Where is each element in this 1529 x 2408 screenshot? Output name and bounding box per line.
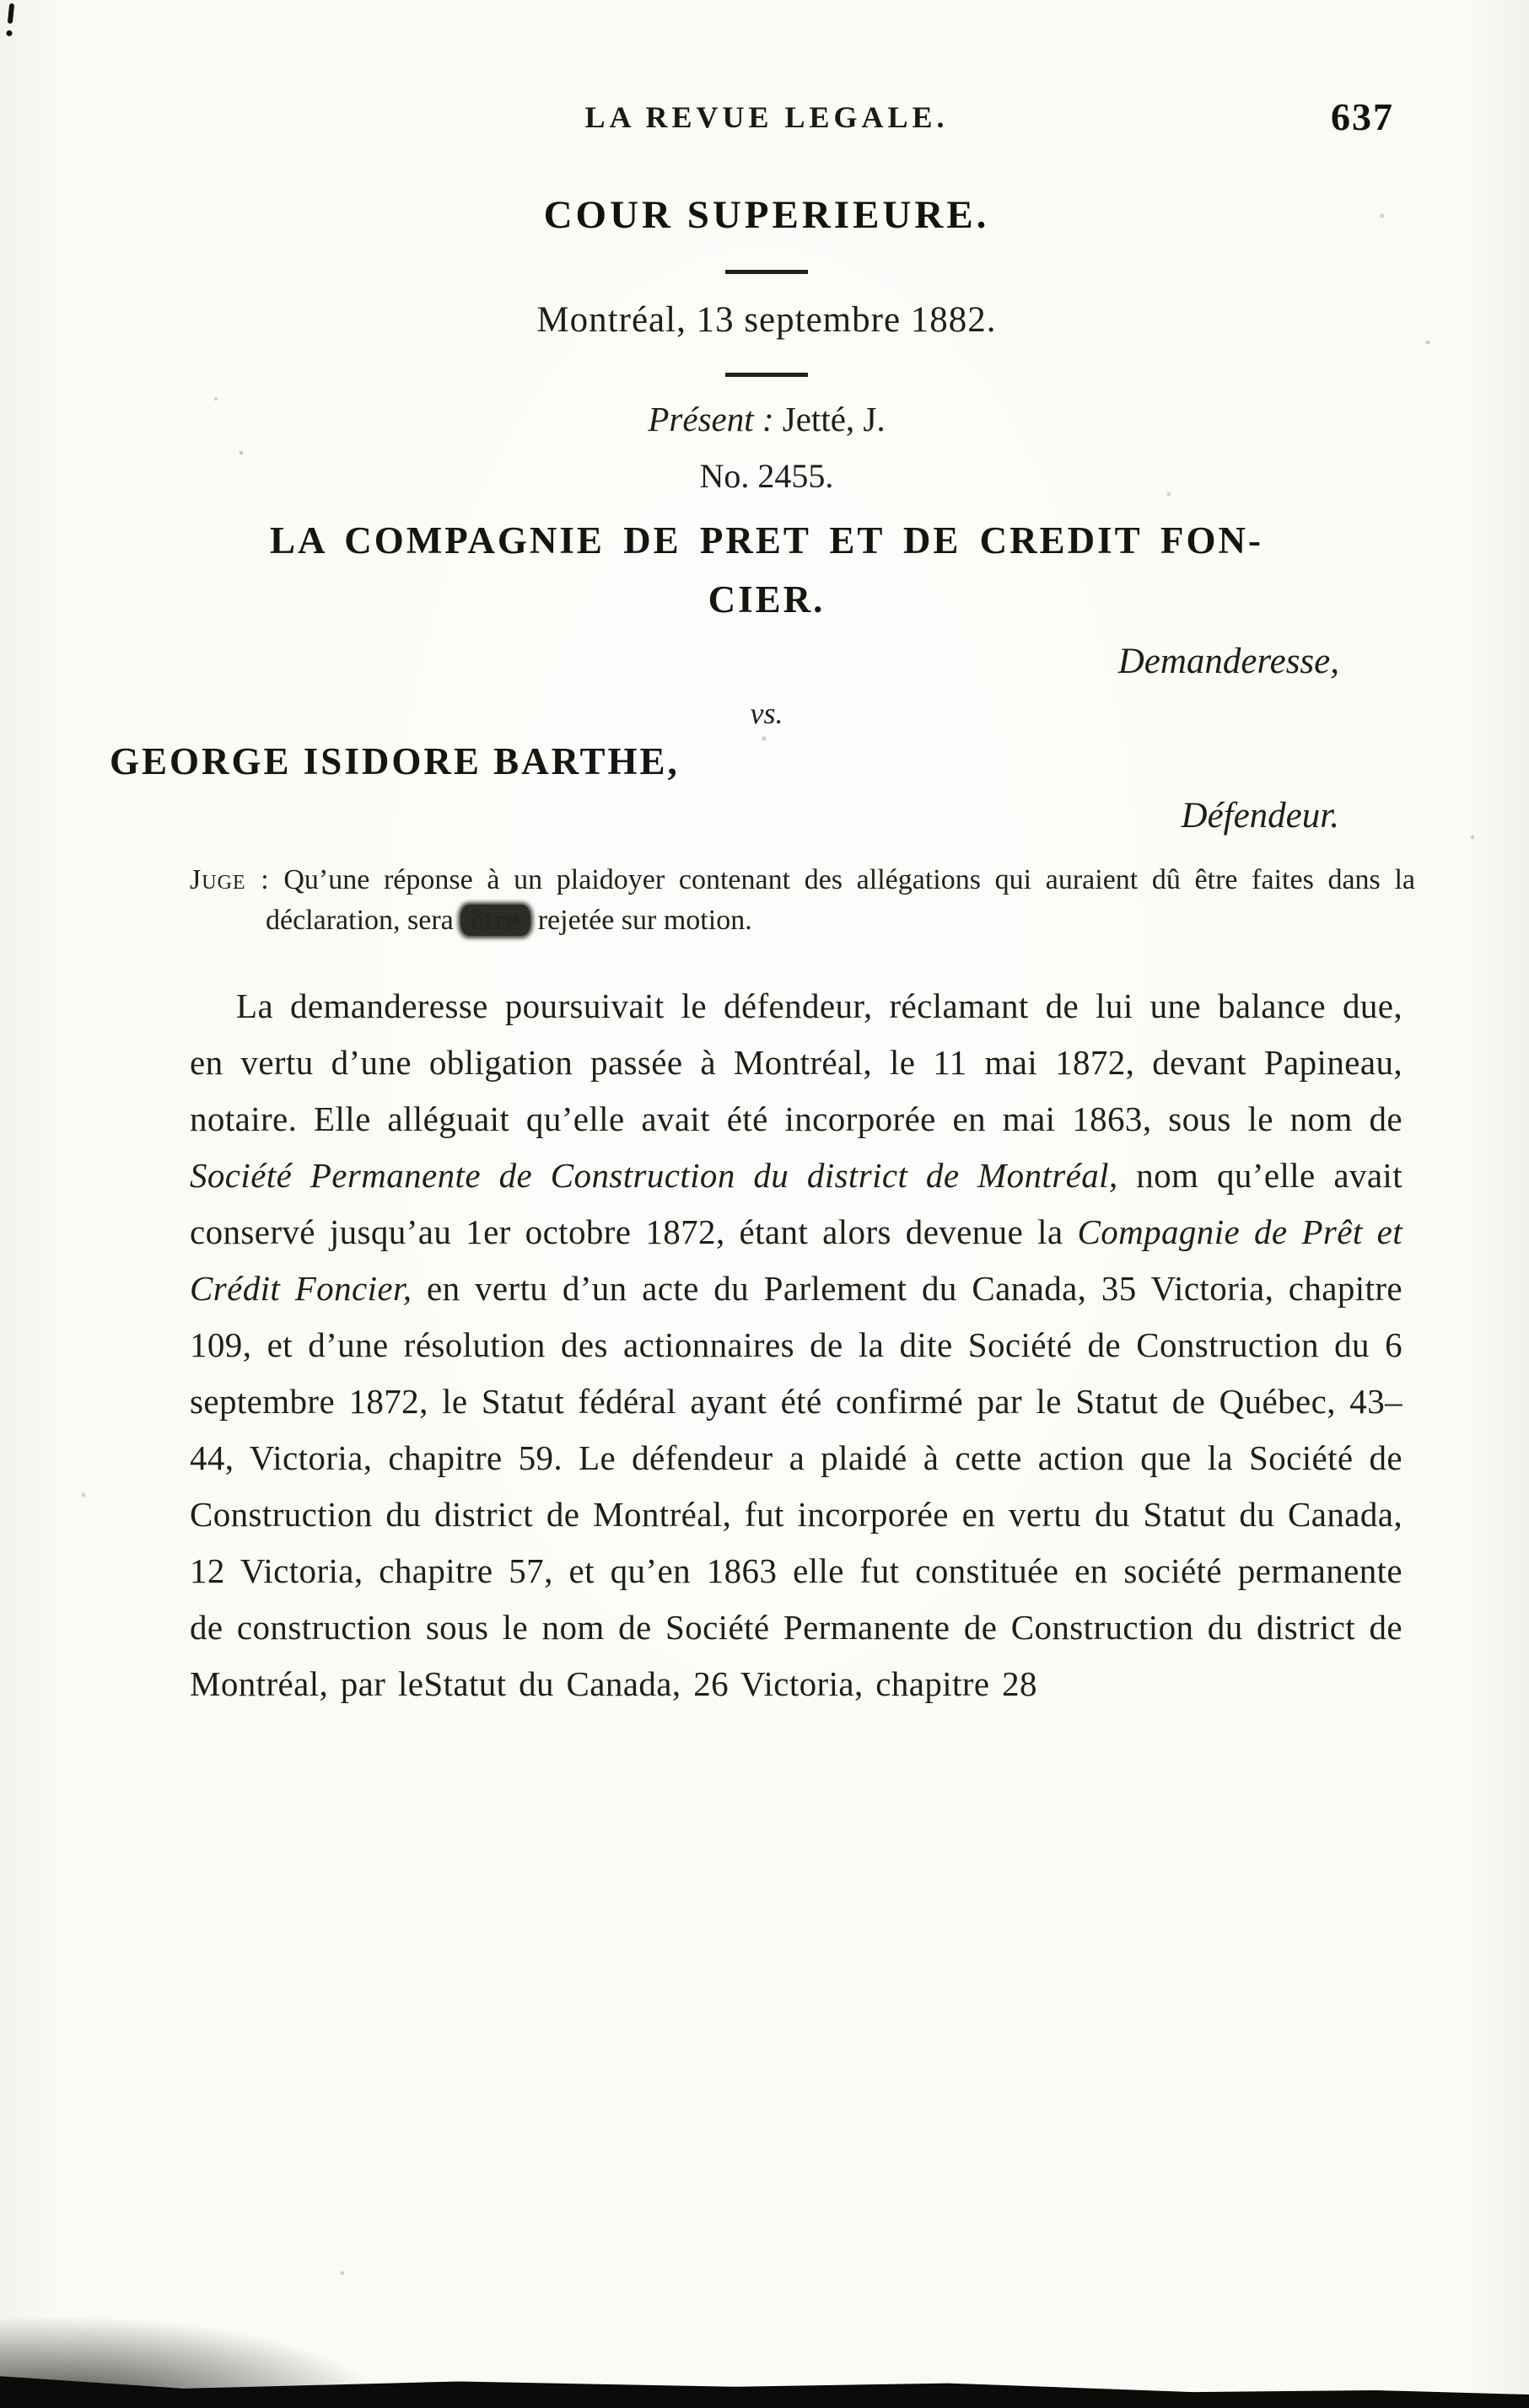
- section-divider-rule: [725, 270, 808, 274]
- defendant-role: Défendeur.: [1181, 796, 1339, 836]
- body-segment-1-italic: Société Permanente de Construction du district de Montréal,: [190, 1156, 1118, 1195]
- body-segment-2: nom qu’elle avait conservé jusqu’au 1er octobre 1872, étant alors devenue la: [190, 1156, 1402, 1251]
- present-line: [110, 399, 1424, 439]
- headnote-text-after: rejetée sur motion.: [530, 905, 752, 936]
- scan-artifact-specks: [0, 0, 2, 2]
- present-label: Présent :: [648, 400, 774, 438]
- page-number: 637: [1331, 95, 1394, 138]
- body-segment-3-italic: Compagnie de Prêt et Crédit Foncier,: [190, 1212, 1402, 1308]
- inked-out-word: être: [460, 905, 530, 936]
- body-paragraph: [190, 978, 1402, 1712]
- body-segment-4: en vertu d’un acte du Parlement du Canada, 35 Victoria, chapitre 109, et d’une résolution des actionnaires de la dite Société de Construction du 6 septembre 1872, le Statut fédéral ayant été confirmé par le Statut de Québec, 43–44, Victoria, chapitre 59. Le défendeur a plaidé à cette action que la Société de Construction du district de Montréal, fut incorporée en vertu du Statut du Canada, 12 Victoria, chapitre 57, et qu’en 1863 elle fut constituée en société permanente de construction sous le nom de Société Permanente de Construction du district de Montréal, par leStatut du Canada, 26 Victoria, chapitre 28: [190, 1269, 1402, 1703]
- present-judge: Jetté, J.: [782, 400, 886, 438]
- docket-number: No. 2455.: [699, 457, 834, 495]
- plaintiff-role: Demanderesse,: [1117, 642, 1339, 681]
- plaintiff-name: [110, 511, 1424, 629]
- body-segment-0: La demanderesse poursuivait le défendeur, réclamant de lui une balance due, en vertu d’une obligation passée à Montréal, le 11 mai 1872, devant Papineau, notaire. Elle alléguait qu’elle avait été incorporée en mai 1863, sous le nom de: [190, 986, 1402, 1138]
- plaintiff-name-line-2: CIER.: [708, 578, 826, 621]
- headnote-text-before: Qu’une réponse à un plaidoyer contenant des allégations qui auraient dû être faites dans la déclaration, sera: [266, 864, 1415, 936]
- headnote: [190, 860, 1415, 941]
- section-divider-rule: [725, 373, 808, 377]
- versus-label: vs.: [750, 696, 783, 730]
- defendant-name: GEORGE ISIDORE BARTHE,: [110, 740, 680, 782]
- headnote-label: Juge :: [190, 864, 270, 895]
- court-title: COUR SUPERIEURE.: [543, 193, 990, 237]
- running-header-title: LA REVUE LEGALE.: [584, 100, 949, 134]
- scan-artifact-corner-mark: [8, 3, 14, 24]
- plaintiff-name-line-1: LA COMPAGNIE DE PRET ET DE CREDIT FON-: [269, 519, 1264, 562]
- date-line: Montréal, 13 septembre 1882.: [536, 300, 997, 340]
- running-head: [110, 95, 1424, 143]
